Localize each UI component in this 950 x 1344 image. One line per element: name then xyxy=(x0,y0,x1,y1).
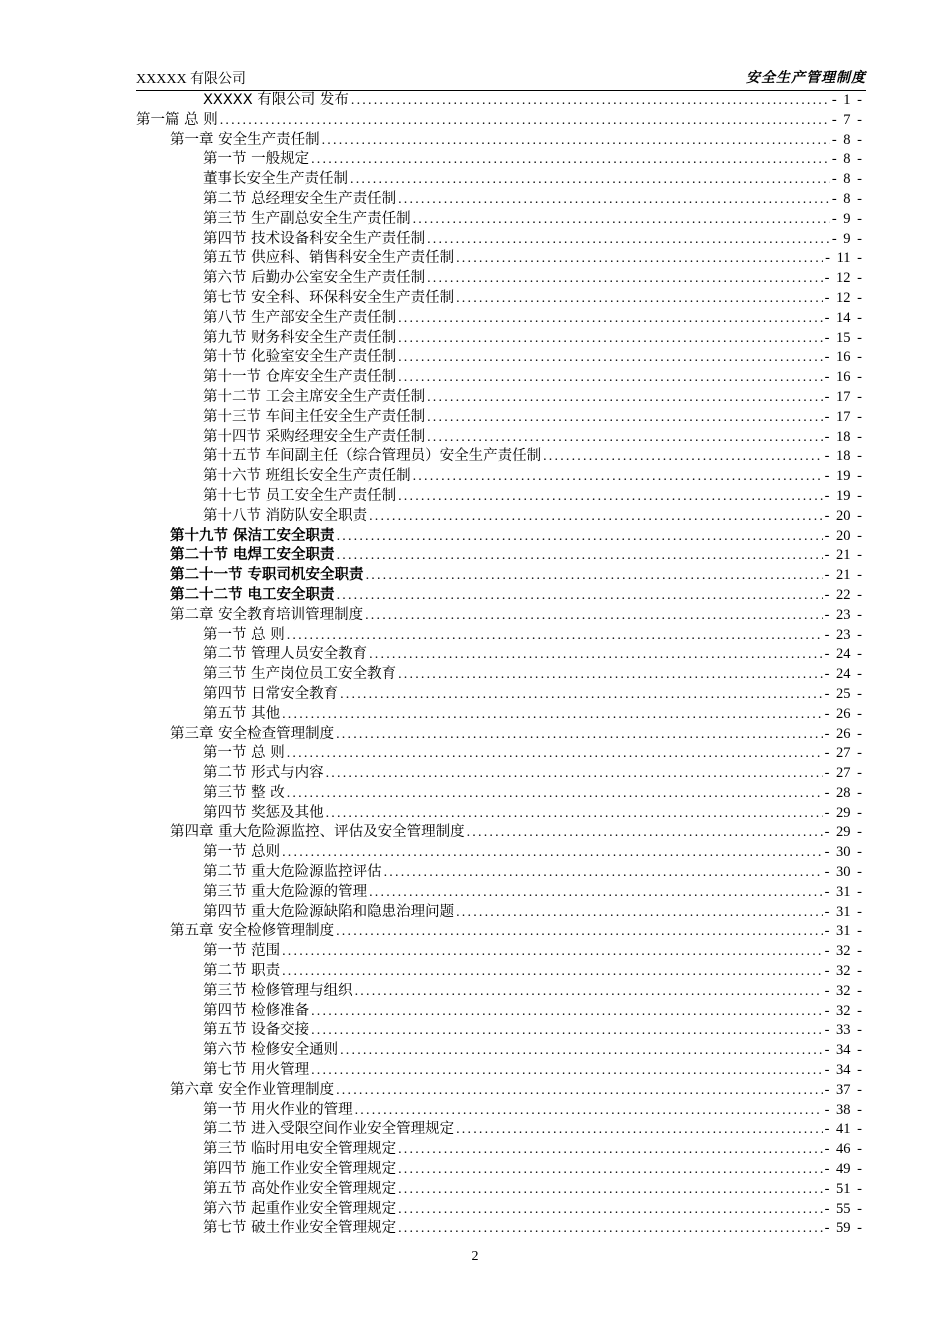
toc-dot-leader xyxy=(398,1180,822,1200)
toc-entry[interactable] xyxy=(136,982,862,1002)
toc-entry-page: - 20 - xyxy=(824,527,862,544)
toc-entry[interactable] xyxy=(136,447,862,467)
toc-entry-title: 第四节 检修准备 xyxy=(203,1002,310,1019)
toc-dot-leader xyxy=(427,428,822,448)
toc-entry-page: - 8 - xyxy=(831,171,862,188)
toc-entry-title: 第四节 重大危险源缺陷和隐患治理问题 xyxy=(203,903,455,920)
toc-entry-page: - 32 - xyxy=(824,963,862,980)
toc-entry[interactable] xyxy=(136,665,862,685)
toc-dot-leader xyxy=(384,863,823,883)
toc-entry[interactable] xyxy=(136,1061,862,1081)
toc-entry-page: - 21 - xyxy=(824,547,862,564)
toc-entry[interactable] xyxy=(136,269,862,289)
toc-entry-title: 第六节 检修安全通则 xyxy=(203,1042,339,1059)
toc-dot-leader xyxy=(398,1200,822,1220)
toc-dot-leader xyxy=(398,190,830,210)
toc-entry-page: - 9 - xyxy=(831,230,862,247)
toc-dot-leader xyxy=(355,982,823,1002)
toc-entry[interactable] xyxy=(136,527,862,547)
toc-entry[interactable] xyxy=(136,685,862,705)
toc-entry-title: 第三节 生产岗位员工安全教育 xyxy=(203,666,397,683)
toc-dot-leader xyxy=(337,586,823,606)
toc-entry[interactable] xyxy=(136,606,862,626)
toc-entry-page: - 23 - xyxy=(824,626,862,643)
toc-entry-page: - 27 - xyxy=(824,745,862,762)
toc-entry[interactable] xyxy=(136,368,862,388)
toc-entry-title: 第六节 起重作业安全管理规定 xyxy=(203,1200,397,1217)
toc-dot-leader xyxy=(398,329,822,349)
toc-entry-page: - 28 - xyxy=(824,784,862,801)
toc-entry-title: 第三节 生产副总安全生产责任制 xyxy=(203,210,411,227)
toc-entry[interactable] xyxy=(136,91,862,111)
toc-entry-title: 第二节 职责 xyxy=(203,963,281,980)
toc-entry-page: - 21 - xyxy=(824,567,862,584)
toc-entry-page: - 18 - xyxy=(824,448,862,465)
toc-entry-page: - 25 - xyxy=(824,685,862,702)
toc-entry[interactable] xyxy=(136,784,862,804)
toc-entry[interactable] xyxy=(136,487,862,507)
toc-entry-title: 第六章 安全作业管理制度 xyxy=(170,1081,335,1098)
toc-entry[interactable] xyxy=(136,922,862,942)
toc-entry-page: - 16 - xyxy=(824,349,862,366)
table-of-contents xyxy=(136,91,862,1239)
toc-entry-title: 第二节 形式与内容 xyxy=(203,765,324,782)
toc-entry-page: - 31 - xyxy=(824,923,862,940)
toc-entry[interactable] xyxy=(136,1180,862,1200)
toc-entry[interactable] xyxy=(136,1021,862,1041)
toc-entry[interactable] xyxy=(136,883,862,903)
toc-entry[interactable] xyxy=(136,131,862,151)
toc-entry-page: - 51 - xyxy=(824,1180,862,1197)
toc-entry-page: - 34 - xyxy=(824,1062,862,1079)
toc-dot-leader xyxy=(337,546,823,566)
toc-entry[interactable] xyxy=(136,626,862,646)
toc-entry-page: - 33 - xyxy=(824,1022,862,1039)
toc-entry-title: 第一节 总则 xyxy=(203,844,281,861)
toc-dot-leader xyxy=(282,705,822,725)
toc-dot-leader xyxy=(340,685,822,705)
toc-dot-leader xyxy=(369,645,822,665)
toc-entry-title: 第十九节 保洁工安全职责 xyxy=(170,527,335,544)
toc-entry-page: - 9 - xyxy=(831,210,862,227)
toc-entry-page: - 15 - xyxy=(824,329,862,346)
toc-entry-page: - 26 - xyxy=(824,725,862,742)
toc-entry[interactable] xyxy=(136,428,862,448)
toc-entry-title: 第六节 后勤办公室安全生产责任制 xyxy=(203,270,426,287)
toc-entry[interactable] xyxy=(136,1120,862,1140)
toc-entry[interactable] xyxy=(136,210,862,230)
toc-entry-page: - 11 - xyxy=(825,250,862,267)
toc-entry-page: - 49 - xyxy=(824,1161,862,1178)
toc-entry-page: - 23 - xyxy=(824,606,862,623)
toc-entry-title: 董事长安全生产责任制 xyxy=(203,171,348,188)
toc-dot-leader xyxy=(336,1081,822,1101)
toc-entry-title: 第二章 安全教育培训管理制度 xyxy=(170,606,364,623)
toc-entry-page: - 17 - xyxy=(824,408,862,425)
toc-dot-leader xyxy=(398,309,822,329)
toc-entry[interactable] xyxy=(136,725,862,745)
toc-dot-leader xyxy=(427,388,822,408)
toc-dot-leader xyxy=(427,269,822,289)
toc-entry-title: 第二节 进入受限空间作业安全管理规定 xyxy=(203,1121,455,1138)
toc-dot-leader xyxy=(369,507,822,527)
header-company-name: XXXXX 有限公司 xyxy=(136,72,247,87)
toc-entry[interactable] xyxy=(136,804,862,824)
toc-entry-page: - 8 - xyxy=(831,151,862,168)
toc-entry-title: 第四节 日常安全教育 xyxy=(203,685,339,702)
toc-entry-page: - 12 - xyxy=(824,289,862,306)
toc-entry[interactable] xyxy=(136,408,862,428)
toc-entry[interactable] xyxy=(136,348,862,368)
toc-entry-page: - 32 - xyxy=(824,1002,862,1019)
toc-entry-page: - 19 - xyxy=(824,487,862,504)
toc-entry-title: 第三节 重大危险源的管理 xyxy=(203,883,368,900)
toc-entry-page: - 29 - xyxy=(824,804,862,821)
toc-entry-page: - 32 - xyxy=(824,943,862,960)
toc-dot-leader xyxy=(336,725,822,745)
toc-entry[interactable] xyxy=(136,1200,862,1220)
toc-entry-page: - 38 - xyxy=(824,1101,862,1118)
toc-dot-leader xyxy=(398,1140,822,1160)
toc-entry-title: 第二十节 电焊工安全职责 xyxy=(170,547,335,564)
toc-entry[interactable] xyxy=(136,150,862,170)
toc-dot-leader xyxy=(287,784,823,804)
header-document-title: 安全生产管理制度 xyxy=(746,70,866,86)
toc-entry-page: - 27 - xyxy=(824,765,862,782)
toc-entry[interactable] xyxy=(136,942,862,962)
toc-entry-page: - 14 - xyxy=(824,309,862,326)
toc-dot-leader xyxy=(467,823,823,843)
toc-entry-title: 第二十一节 专职司机安全职责 xyxy=(170,567,364,584)
toc-entry-title: 第三节 检修管理与组织 xyxy=(203,982,353,999)
toc-entry-page: - 24 - xyxy=(824,666,862,683)
toc-entry-title: 第一章 安全生产责任制 xyxy=(170,131,320,148)
toc-entry-page: - 17 - xyxy=(824,388,862,405)
toc-dot-leader xyxy=(398,665,822,685)
page-header xyxy=(136,66,866,90)
toc-entry-title: 第四节 奖惩及其他 xyxy=(203,804,324,821)
toc-entry-page: - 30 - xyxy=(824,864,862,881)
toc-dot-leader xyxy=(456,1120,822,1140)
toc-entry-title: 第十四节 采购经理安全生产责任制 xyxy=(203,428,426,445)
toc-entry-page: - 26 - xyxy=(824,705,862,722)
toc-entry-title: 第三章 安全检查管理制度 xyxy=(170,725,335,742)
toc-entry-title: 第二十二节 电工安全职责 xyxy=(170,586,335,603)
toc-entry[interactable] xyxy=(136,863,862,883)
toc-entry[interactable] xyxy=(136,309,862,329)
toc-dot-leader xyxy=(456,903,822,923)
toc-entry[interactable] xyxy=(136,329,862,349)
toc-dot-leader xyxy=(427,408,822,428)
toc-entry-title: 第五章 安全检修管理制度 xyxy=(170,923,335,940)
toc-entry-title: 第十七节 员工安全生产责任制 xyxy=(203,487,397,504)
toc-dot-leader xyxy=(350,170,830,190)
toc-dot-leader xyxy=(398,1160,822,1180)
toc-entry-title: 第七节 安全科、环保科安全生产责任制 xyxy=(203,289,455,306)
toc-entry-page: - 1 - xyxy=(831,92,862,108)
toc-entry-page: - 19 - xyxy=(824,468,862,485)
toc-entry-title: 第三节 整 改 xyxy=(203,784,285,801)
toc-dot-leader xyxy=(311,150,830,170)
toc-dot-leader xyxy=(398,368,822,388)
toc-dot-leader xyxy=(311,1021,822,1041)
toc-entry-title: 第十八节 消防队安全职责 xyxy=(203,507,368,524)
toc-entry-title: 第二节 总经理安全生产责任制 xyxy=(203,190,397,207)
toc-entry-title: 第二节 管理人员安全教育 xyxy=(203,646,368,663)
toc-entry[interactable] xyxy=(136,962,862,982)
toc-dot-leader xyxy=(398,487,822,507)
toc-entry-title: 第四节 技术设备科安全生产责任制 xyxy=(203,230,426,247)
toc-entry-page: - 7 - xyxy=(831,111,862,128)
toc-entry-page: - 30 - xyxy=(824,844,862,861)
toc-entry-page: - 31 - xyxy=(824,883,862,900)
toc-entry[interactable] xyxy=(136,1101,862,1121)
toc-dot-leader xyxy=(282,942,822,962)
toc-entry-title: 第一节 范围 xyxy=(203,943,281,960)
toc-dot-leader xyxy=(413,467,823,487)
toc-entry-title: 第九节 财务科安全生产责任制 xyxy=(203,329,397,346)
toc-entry[interactable] xyxy=(136,645,862,665)
toc-entry-page: - 31 - xyxy=(824,903,862,920)
toc-entry-title: 第七节 破土作业安全管理规定 xyxy=(203,1220,397,1237)
toc-entry[interactable] xyxy=(136,1041,862,1061)
toc-entry[interactable] xyxy=(136,586,862,606)
toc-entry[interactable] xyxy=(136,1002,862,1022)
toc-entry-page: - 41 - xyxy=(824,1121,862,1138)
toc-entry-title: 第五节 供应科、销售科安全生产责任制 xyxy=(203,250,455,267)
toc-dot-leader xyxy=(365,606,822,626)
toc-entry[interactable] xyxy=(136,764,862,784)
toc-entry-title: 第四节 施工作业安全管理规定 xyxy=(203,1161,397,1178)
toc-entry[interactable] xyxy=(136,546,862,566)
toc-dot-leader xyxy=(337,527,823,547)
toc-entry-title: 第五节 高处作业安全管理规定 xyxy=(203,1180,397,1197)
toc-entry-page: - 16 - xyxy=(824,369,862,386)
toc-entry[interactable] xyxy=(136,467,862,487)
toc-entry[interactable] xyxy=(136,170,862,190)
toc-entry-title: 第五节 设备交接 xyxy=(203,1022,310,1039)
toc-entry[interactable] xyxy=(136,111,862,131)
toc-dot-leader xyxy=(398,348,822,368)
toc-dot-leader xyxy=(287,744,823,764)
toc-dot-leader xyxy=(282,962,822,982)
toc-entry-title: 第五节 其他 xyxy=(203,705,281,722)
toc-dot-leader xyxy=(456,289,822,309)
toc-dot-leader xyxy=(351,91,830,111)
toc-entry-title: 第一节 总 则 xyxy=(203,745,285,762)
toc-entry-page: - 20 - xyxy=(824,507,862,524)
toc-entry-title: 第一节 用火作业的管理 xyxy=(203,1101,353,1118)
toc-dot-leader xyxy=(311,1002,822,1022)
toc-entry-title: 第七节 用火管理 xyxy=(203,1062,310,1079)
toc-dot-leader xyxy=(336,922,822,942)
toc-entry-page: - 29 - xyxy=(824,824,862,841)
page-number: 2 xyxy=(471,1249,479,1264)
toc-entry-page: - 12 - xyxy=(824,270,862,287)
toc-entry-page: - 55 - xyxy=(824,1200,862,1217)
toc-entry-title: 第十三节 车间主任安全生产责任制 xyxy=(203,408,426,425)
toc-entry[interactable] xyxy=(136,230,862,250)
toc-dot-leader xyxy=(369,883,822,903)
toc-entry-title: 第三节 临时用电安全管理规定 xyxy=(203,1141,397,1158)
toc-entry-page: - 34 - xyxy=(824,1042,862,1059)
toc-dot-leader xyxy=(311,1061,822,1081)
toc-entry[interactable] xyxy=(136,190,862,210)
toc-dot-leader xyxy=(456,249,823,269)
toc-entry[interactable] xyxy=(136,289,862,309)
toc-entry[interactable] xyxy=(136,903,862,923)
toc-dot-leader xyxy=(282,843,822,863)
toc-dot-leader xyxy=(427,230,830,250)
toc-entry-title: 第一篇 总 则 xyxy=(136,111,218,128)
toc-entry[interactable] xyxy=(136,1081,862,1101)
toc-entry[interactable] xyxy=(136,249,862,269)
toc-entry[interactable] xyxy=(136,705,862,725)
toc-dot-leader xyxy=(398,1219,822,1239)
toc-dot-leader xyxy=(287,626,823,646)
toc-entry[interactable] xyxy=(136,744,862,764)
toc-entry-page: - 22 - xyxy=(824,586,862,603)
toc-entry-title: 第十一节 仓库安全生产责任制 xyxy=(203,369,397,386)
toc-entry-page: - 32 - xyxy=(824,982,862,999)
toc-entry-page: - 8 - xyxy=(831,190,862,207)
toc-entry-page: - 46 - xyxy=(824,1141,862,1158)
toc-entry[interactable] xyxy=(136,843,862,863)
toc-dot-leader xyxy=(413,210,830,230)
toc-entry-page: - 24 - xyxy=(824,646,862,663)
toc-entry-title: 第四章 重大危险源监控、评估及安全管理制度 xyxy=(170,824,465,841)
toc-entry-title: 第十六节 班组长安全生产责任制 xyxy=(203,468,411,485)
toc-entry[interactable] xyxy=(136,507,862,527)
toc-entry[interactable] xyxy=(136,1160,862,1180)
toc-dot-leader xyxy=(322,131,830,151)
toc-entry-title: 第十二节 工会主席安全生产责任制 xyxy=(203,388,426,405)
toc-entry[interactable] xyxy=(136,566,862,586)
toc-dot-leader xyxy=(340,1041,822,1061)
toc-dot-leader xyxy=(326,804,823,824)
toc-entry-title: XXXXX 有限公司 发布 xyxy=(203,92,349,108)
toc-entry-title: 第十节 化验室安全生产责任制 xyxy=(203,349,397,366)
toc-entry-title: 第八节 生产部安全生产责任制 xyxy=(203,309,397,326)
toc-entry[interactable] xyxy=(136,388,862,408)
toc-entry-title: 第一节 总 则 xyxy=(203,626,285,643)
toc-entry-page: - 8 - xyxy=(831,131,862,148)
toc-entry-page: - 37 - xyxy=(824,1081,862,1098)
toc-dot-leader xyxy=(326,764,823,784)
toc-entry-page: - 59 - xyxy=(824,1220,862,1237)
toc-entry[interactable] xyxy=(136,1219,862,1239)
toc-entry[interactable] xyxy=(136,1140,862,1160)
toc-entry-page: - 18 - xyxy=(824,428,862,445)
toc-entry-title: 第一节 一般规定 xyxy=(203,151,310,168)
toc-dot-leader xyxy=(543,447,822,467)
toc-dot-leader xyxy=(220,111,830,131)
toc-entry-title: 第二节 重大危险源监控评估 xyxy=(203,864,382,881)
toc-dot-leader xyxy=(355,1101,823,1121)
toc-entry[interactable] xyxy=(136,823,862,843)
toc-entry-title: 第十五节 车间副主任（综合管理员）安全生产责任制 xyxy=(203,448,542,465)
toc-dot-leader xyxy=(366,566,823,586)
